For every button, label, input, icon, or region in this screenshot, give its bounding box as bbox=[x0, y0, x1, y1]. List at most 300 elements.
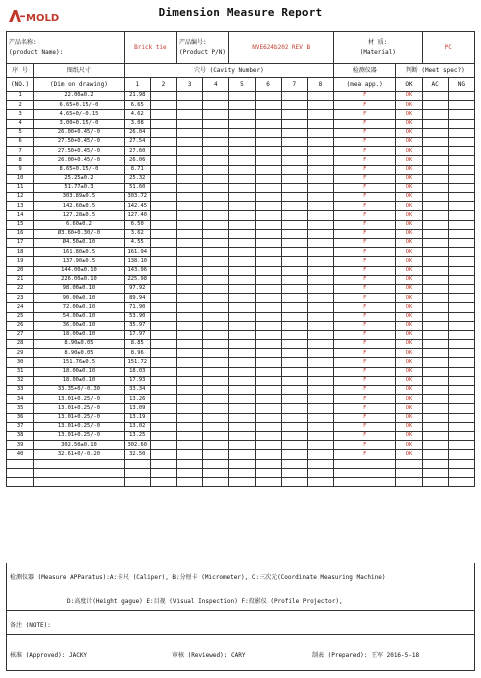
row-cavity-7 bbox=[281, 101, 307, 110]
row-cavity-3 bbox=[177, 248, 203, 257]
row-cavity-7 bbox=[281, 303, 307, 312]
cavity-num-6: 6 bbox=[255, 78, 281, 92]
row-ng bbox=[448, 110, 474, 119]
row-cavity-2 bbox=[150, 183, 176, 192]
row-instrument: F bbox=[334, 404, 396, 413]
row-cavity-4 bbox=[203, 165, 229, 174]
row-dim: 226.00±0.10 bbox=[34, 275, 125, 284]
row-ok: OK bbox=[396, 275, 422, 284]
row-instrument: F bbox=[334, 128, 396, 137]
row-cavity-6 bbox=[255, 459, 281, 468]
row-cavity-6 bbox=[255, 468, 281, 477]
row-cavity-5 bbox=[229, 459, 255, 468]
cavity-header: 穴号 (Cavity Number) bbox=[124, 64, 333, 78]
row-cavity-4 bbox=[203, 450, 229, 459]
row-cavity-2 bbox=[150, 229, 176, 238]
row-cavity-3 bbox=[177, 431, 203, 440]
row-cavity-8 bbox=[307, 174, 333, 183]
row-cavity-1: 13.02 bbox=[124, 422, 150, 431]
row-no: 38 bbox=[7, 431, 34, 440]
row-cavity-6 bbox=[255, 477, 281, 486]
row-instrument: F bbox=[334, 92, 396, 101]
row-cavity-3 bbox=[177, 459, 203, 468]
row-dim: 90.00±0.10 bbox=[34, 294, 125, 303]
row-ng bbox=[448, 422, 474, 431]
row-cavity-2 bbox=[150, 211, 176, 220]
column-subheader-row bbox=[7, 78, 475, 92]
row-ok: OK bbox=[396, 156, 422, 165]
row-ac bbox=[422, 220, 448, 229]
row-cavity-8 bbox=[307, 147, 333, 156]
judge-header: 判断 (Meet spec?) bbox=[396, 64, 475, 78]
row-instrument: F bbox=[334, 376, 396, 385]
row-no: 31 bbox=[7, 367, 34, 376]
table-row bbox=[7, 450, 475, 459]
row-ok: OK bbox=[396, 211, 422, 220]
row-ng bbox=[448, 284, 474, 293]
row-ok: OK bbox=[396, 404, 422, 413]
row-cavity-5 bbox=[229, 165, 255, 174]
instruments-line-2: D:高度计(Height gague) E:目视 (Visual Inspection) F:投影仪 (Profile Projector), bbox=[67, 598, 343, 605]
row-instrument: F bbox=[334, 211, 396, 220]
row-no: 37 bbox=[7, 422, 34, 431]
row-no: 2 bbox=[7, 101, 34, 110]
row-ng bbox=[448, 165, 474, 174]
row-no: 7 bbox=[7, 147, 34, 156]
row-ng bbox=[448, 330, 474, 339]
approved-section bbox=[10, 650, 87, 659]
row-no: 11 bbox=[7, 183, 34, 192]
row-no: 3 bbox=[7, 110, 34, 119]
material-value: PC bbox=[422, 32, 474, 64]
row-ok: OK bbox=[396, 340, 422, 349]
row-ok: OK bbox=[396, 303, 422, 312]
row-cavity-2 bbox=[150, 202, 176, 211]
row-cavity-7 bbox=[281, 137, 307, 146]
row-cavity-6 bbox=[255, 376, 281, 385]
row-ac bbox=[422, 101, 448, 110]
row-ac bbox=[422, 367, 448, 376]
row-dim: 303.89±0.5 bbox=[34, 193, 125, 202]
row-dim: 98.00±0.10 bbox=[34, 284, 125, 293]
row-cavity-3 bbox=[177, 422, 203, 431]
row-instrument: F bbox=[334, 358, 396, 367]
row-no: 34 bbox=[7, 395, 34, 404]
row-cavity-3 bbox=[177, 395, 203, 404]
row-ok: OK bbox=[396, 202, 422, 211]
row-ac bbox=[422, 257, 448, 266]
row-cavity-6 bbox=[255, 165, 281, 174]
row-instrument: F bbox=[334, 156, 396, 165]
row-no: 10 bbox=[7, 174, 34, 183]
row-cavity-4 bbox=[203, 101, 229, 110]
row-cavity-8 bbox=[307, 248, 333, 257]
row-cavity-8 bbox=[307, 275, 333, 284]
row-cavity-7 bbox=[281, 110, 307, 119]
row-ng bbox=[448, 395, 474, 404]
row-cavity-8 bbox=[307, 101, 333, 110]
row-ng bbox=[448, 202, 474, 211]
product-no-label: 产品编号: (Product P/N) bbox=[177, 32, 229, 64]
row-cavity-8 bbox=[307, 358, 333, 367]
row-ng bbox=[448, 128, 474, 137]
row-cavity-3 bbox=[177, 110, 203, 119]
reviewed-value: CARY bbox=[230, 652, 246, 659]
row-dim bbox=[34, 477, 125, 486]
row-cavity-8 bbox=[307, 404, 333, 413]
row-cavity-5 bbox=[229, 101, 255, 110]
row-cavity-8 bbox=[307, 303, 333, 312]
row-ac bbox=[422, 422, 448, 431]
table-row bbox=[7, 101, 475, 110]
row-no: 12 bbox=[7, 193, 34, 202]
row-cavity-3 bbox=[177, 266, 203, 275]
row-cavity-8 bbox=[307, 119, 333, 128]
row-cavity-2 bbox=[150, 312, 176, 321]
row-ok: OK bbox=[396, 376, 422, 385]
row-cavity-3 bbox=[177, 312, 203, 321]
row-cavity-1: 33.34 bbox=[124, 386, 150, 395]
row-instrument: F bbox=[334, 321, 396, 330]
table-row bbox=[7, 330, 475, 339]
row-cavity-8 bbox=[307, 441, 333, 450]
row-cavity-2 bbox=[150, 477, 176, 486]
row-cavity-4 bbox=[203, 119, 229, 128]
row-cavity-7 bbox=[281, 441, 307, 450]
row-cavity-3 bbox=[177, 147, 203, 156]
row-dim: 142.60±0.5 bbox=[34, 202, 125, 211]
row-cavity-1: 17.93 bbox=[124, 376, 150, 385]
row-ac bbox=[422, 183, 448, 192]
row-cavity-5 bbox=[229, 257, 255, 266]
row-no: 8 bbox=[7, 156, 34, 165]
table-row bbox=[7, 358, 475, 367]
row-cavity-8 bbox=[307, 386, 333, 395]
row-cavity-3 bbox=[177, 358, 203, 367]
row-cavity-2 bbox=[150, 193, 176, 202]
row-cavity-8 bbox=[307, 422, 333, 431]
signature-section bbox=[6, 635, 475, 671]
row-no: 16 bbox=[7, 229, 34, 238]
row-cavity-5 bbox=[229, 330, 255, 339]
row-no: 5 bbox=[7, 128, 34, 137]
row-cavity-8 bbox=[307, 156, 333, 165]
row-cavity-6 bbox=[255, 202, 281, 211]
row-cavity-4 bbox=[203, 275, 229, 284]
measure-table bbox=[6, 31, 475, 487]
row-ng bbox=[448, 211, 474, 220]
note-label: 备注 (NOTE): bbox=[10, 622, 51, 629]
table-row bbox=[7, 441, 475, 450]
row-cavity-2 bbox=[150, 358, 176, 367]
row-no: 18 bbox=[7, 248, 34, 257]
row-cavity-5 bbox=[229, 413, 255, 422]
row-cavity-3 bbox=[177, 193, 203, 202]
table-row bbox=[7, 147, 475, 156]
row-cavity-3 bbox=[177, 92, 203, 101]
table-row bbox=[7, 404, 475, 413]
row-ok bbox=[396, 477, 422, 486]
row-cavity-1: 4.55 bbox=[124, 239, 150, 248]
row-cavity-6 bbox=[255, 147, 281, 156]
row-dim: 33.35+0/-0.30 bbox=[34, 386, 125, 395]
row-ng bbox=[448, 92, 474, 101]
row-ac bbox=[422, 395, 448, 404]
table-row bbox=[7, 413, 475, 422]
row-ng bbox=[448, 450, 474, 459]
row-cavity-6 bbox=[255, 193, 281, 202]
row-instrument: F bbox=[334, 275, 396, 284]
row-dim: 6.65+0.15/-0 bbox=[34, 101, 125, 110]
row-cavity-5 bbox=[229, 183, 255, 192]
row-ac bbox=[422, 275, 448, 284]
row-ng bbox=[448, 147, 474, 156]
row-cavity-6 bbox=[255, 266, 281, 275]
row-no: 6 bbox=[7, 137, 34, 146]
row-cavity-7 bbox=[281, 147, 307, 156]
row-cavity-5 bbox=[229, 395, 255, 404]
row-ng bbox=[448, 156, 474, 165]
row-cavity-1: 13.26 bbox=[124, 395, 150, 404]
approved-label: 核准 (Approved): bbox=[10, 652, 66, 659]
row-cavity-7 bbox=[281, 294, 307, 303]
row-cavity-1: 26.04 bbox=[124, 128, 150, 137]
row-cavity-7 bbox=[281, 119, 307, 128]
row-no: 9 bbox=[7, 165, 34, 174]
row-ng bbox=[448, 119, 474, 128]
row-cavity-1: 27.60 bbox=[124, 147, 150, 156]
table-row bbox=[7, 211, 475, 220]
material-label: 材 质: (Material) bbox=[334, 32, 423, 64]
row-ok: OK bbox=[396, 257, 422, 266]
table-row bbox=[7, 165, 475, 174]
row-cavity-4 bbox=[203, 395, 229, 404]
row-ac bbox=[422, 404, 448, 413]
row-ac bbox=[422, 376, 448, 385]
row-cavity-2 bbox=[150, 248, 176, 257]
cavity-num-4: 4 bbox=[203, 78, 229, 92]
table-row bbox=[7, 248, 475, 257]
table-row bbox=[7, 312, 475, 321]
row-cavity-6 bbox=[255, 92, 281, 101]
prepared-section bbox=[312, 650, 419, 659]
row-cavity-3 bbox=[177, 119, 203, 128]
row-ac bbox=[422, 349, 448, 358]
row-no: 40 bbox=[7, 450, 34, 459]
row-cavity-1: 8.96 bbox=[124, 349, 150, 358]
table-row bbox=[7, 174, 475, 183]
row-cavity-1: 35.97 bbox=[124, 321, 150, 330]
row-cavity-2 bbox=[150, 450, 176, 459]
row-cavity-6 bbox=[255, 211, 281, 220]
row-cavity-2 bbox=[150, 92, 176, 101]
row-ok: OK bbox=[396, 441, 422, 450]
row-cavity-5 bbox=[229, 284, 255, 293]
instrument-header-en: (mea app.) bbox=[334, 78, 396, 92]
row-cavity-3 bbox=[177, 128, 203, 137]
row-cavity-5 bbox=[229, 266, 255, 275]
row-cavity-2 bbox=[150, 330, 176, 339]
row-ng bbox=[448, 321, 474, 330]
row-cavity-8 bbox=[307, 367, 333, 376]
row-cavity-2 bbox=[150, 257, 176, 266]
row-cavity-5 bbox=[229, 275, 255, 284]
page-title: Dimension Measure Report bbox=[158, 6, 323, 19]
row-ac bbox=[422, 137, 448, 146]
row-dim: 13.01+0.25/-0 bbox=[34, 431, 125, 440]
row-cavity-3 bbox=[177, 413, 203, 422]
row-cavity-8 bbox=[307, 413, 333, 422]
row-ac bbox=[422, 202, 448, 211]
row-cavity-3 bbox=[177, 477, 203, 486]
row-cavity-1: 21.98 bbox=[124, 92, 150, 101]
row-cavity-6 bbox=[255, 110, 281, 119]
row-dim: 127.28±0.5 bbox=[34, 211, 125, 220]
table-row bbox=[7, 431, 475, 440]
row-cavity-7 bbox=[281, 459, 307, 468]
row-ok: OK bbox=[396, 450, 422, 459]
row-cavity-1: 53.90 bbox=[124, 312, 150, 321]
row-ac bbox=[422, 468, 448, 477]
row-no: 24 bbox=[7, 303, 34, 312]
row-cavity-7 bbox=[281, 193, 307, 202]
row-cavity-8 bbox=[307, 92, 333, 101]
row-dim: 161.80±0.5 bbox=[34, 248, 125, 257]
row-dim: 72.00±0.10 bbox=[34, 303, 125, 312]
row-cavity-2 bbox=[150, 128, 176, 137]
row-ng bbox=[448, 312, 474, 321]
column-header-row bbox=[7, 64, 475, 78]
row-instrument bbox=[334, 477, 396, 486]
table-row bbox=[7, 275, 475, 284]
row-cavity-5 bbox=[229, 229, 255, 238]
row-cavity-2 bbox=[150, 266, 176, 275]
dim-header-en: (Dim on drawing) bbox=[34, 78, 125, 92]
row-cavity-2 bbox=[150, 165, 176, 174]
dim-header: 图纸尺寸 bbox=[34, 64, 125, 78]
row-instrument: F bbox=[334, 294, 396, 303]
row-dim: 8.90±0.05 bbox=[34, 349, 125, 358]
row-instrument: F bbox=[334, 193, 396, 202]
row-cavity-7 bbox=[281, 239, 307, 248]
judge-ac-header: AC bbox=[422, 78, 448, 92]
row-ac bbox=[422, 92, 448, 101]
row-cavity-7 bbox=[281, 229, 307, 238]
row-no: 36 bbox=[7, 413, 34, 422]
row-ng bbox=[448, 459, 474, 468]
row-cavity-7 bbox=[281, 275, 307, 284]
row-ok: OK bbox=[396, 229, 422, 238]
row-cavity-6 bbox=[255, 220, 281, 229]
row-ac bbox=[422, 128, 448, 137]
row-cavity-7 bbox=[281, 284, 307, 293]
row-dim: 302.50±0.10 bbox=[34, 441, 125, 450]
row-cavity-5 bbox=[229, 137, 255, 146]
row-cavity-4 bbox=[203, 229, 229, 238]
row-cavity-5 bbox=[229, 220, 255, 229]
row-instrument: F bbox=[334, 147, 396, 156]
row-cavity-7 bbox=[281, 477, 307, 486]
row-cavity-3 bbox=[177, 156, 203, 165]
row-ac bbox=[422, 386, 448, 395]
row-cavity-7 bbox=[281, 340, 307, 349]
row-cavity-4 bbox=[203, 376, 229, 385]
row-cavity-2 bbox=[150, 367, 176, 376]
row-cavity-2 bbox=[150, 137, 176, 146]
row-dim: 151.76±0.5 bbox=[34, 358, 125, 367]
row-cavity-8 bbox=[307, 266, 333, 275]
row-cavity-7 bbox=[281, 156, 307, 165]
cavity-num-3: 3 bbox=[177, 78, 203, 92]
instruments-line-1: 检测仪器 (Measure APParatus):A:卡尺 (Caliper), B:分厘卡 (Micrometer), C:三次元(Coordinate Measuring Machine) bbox=[10, 574, 386, 581]
row-cavity-7 bbox=[281, 404, 307, 413]
row-ng bbox=[448, 303, 474, 312]
row-cavity-8 bbox=[307, 450, 333, 459]
row-cavity-6 bbox=[255, 229, 281, 238]
row-no: 13 bbox=[7, 202, 34, 211]
row-ok bbox=[396, 468, 422, 477]
row-no: 19 bbox=[7, 257, 34, 266]
row-no: 32 bbox=[7, 376, 34, 385]
row-cavity-7 bbox=[281, 257, 307, 266]
row-cavity-5 bbox=[229, 431, 255, 440]
row-cavity-5 bbox=[229, 312, 255, 321]
table-row bbox=[7, 459, 475, 468]
row-instrument: F bbox=[334, 174, 396, 183]
row-cavity-7 bbox=[281, 220, 307, 229]
row-cavity-2 bbox=[150, 386, 176, 395]
row-ac bbox=[422, 459, 448, 468]
row-dim: 26.00+0.45/-0 bbox=[34, 128, 125, 137]
row-dim: 54.00±0.10 bbox=[34, 312, 125, 321]
row-cavity-3 bbox=[177, 330, 203, 339]
row-ng bbox=[448, 275, 474, 284]
cavity-num-5: 5 bbox=[229, 78, 255, 92]
prepared-label: 制表 (Prepared): bbox=[312, 652, 368, 659]
row-dim: 36.00±0.10 bbox=[34, 321, 125, 330]
row-cavity-6 bbox=[255, 257, 281, 266]
row-cavity-2 bbox=[150, 110, 176, 119]
row-cavity-1 bbox=[124, 459, 150, 468]
svg-text:MOLD: MOLD bbox=[26, 13, 60, 23]
row-instrument: F bbox=[334, 137, 396, 146]
row-cavity-3 bbox=[177, 137, 203, 146]
row-cavity-3 bbox=[177, 220, 203, 229]
row-ok: OK bbox=[396, 413, 422, 422]
row-cavity-6 bbox=[255, 431, 281, 440]
row-cavity-5 bbox=[229, 119, 255, 128]
row-instrument: F bbox=[334, 422, 396, 431]
row-cavity-8 bbox=[307, 468, 333, 477]
row-cavity-7 bbox=[281, 431, 307, 440]
row-instrument: F bbox=[334, 450, 396, 459]
row-cavity-5 bbox=[229, 376, 255, 385]
row-cavity-6 bbox=[255, 303, 281, 312]
judge-ok-header: OK bbox=[396, 78, 422, 92]
table-row bbox=[7, 477, 475, 486]
row-ng bbox=[448, 257, 474, 266]
row-cavity-6 bbox=[255, 340, 281, 349]
row-cavity-2 bbox=[150, 340, 176, 349]
row-cavity-4 bbox=[203, 137, 229, 146]
row-cavity-3 bbox=[177, 101, 203, 110]
row-dim: 26.00+0.45/-0 bbox=[34, 156, 125, 165]
row-ok bbox=[396, 459, 422, 468]
row-ac bbox=[422, 174, 448, 183]
row-cavity-8 bbox=[307, 220, 333, 229]
row-instrument: F bbox=[334, 340, 396, 349]
row-cavity-6 bbox=[255, 294, 281, 303]
